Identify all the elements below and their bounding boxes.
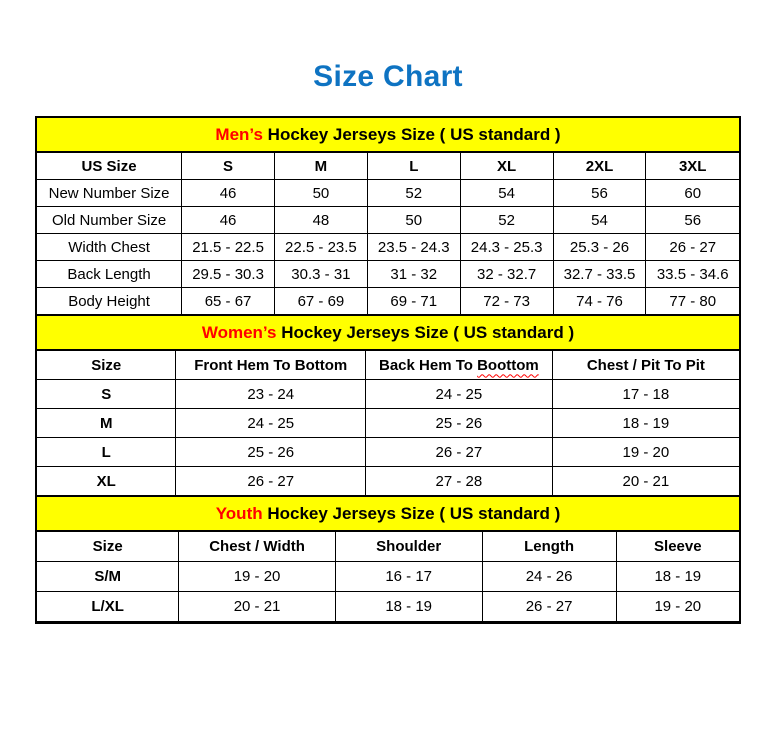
- womens-row-m: [37, 409, 739, 438]
- size-value-cell: 26 - 27: [176, 467, 366, 496]
- size-value-cell: 46: [182, 180, 275, 207]
- size-value-cell: 31 - 32: [367, 261, 460, 288]
- size-value-cell: 60: [646, 180, 739, 207]
- size-value-cell: 18 - 19: [552, 409, 739, 438]
- size-value-cell: 50: [274, 180, 367, 207]
- womens-section-accent: Women’s: [201, 322, 277, 342]
- size-value-cell: 23 - 24: [176, 380, 366, 409]
- row-label: Body Height: [37, 288, 182, 315]
- mens-row-old-number-size: [37, 207, 739, 234]
- womens-row-xl: [37, 467, 739, 496]
- size-value-cell: 18 - 19: [335, 592, 482, 622]
- size-value-cell: 65 - 67: [182, 288, 275, 315]
- mens-row-new-number-size: [37, 180, 739, 207]
- youth-section-band: [37, 496, 739, 531]
- column-header-misspelled-word: Boottom: [477, 356, 539, 374]
- row-label: Width Chest: [37, 234, 182, 261]
- column-header: Chest / Pit To Pit: [552, 350, 739, 380]
- size-value-cell: 27 - 28: [366, 467, 553, 496]
- mens-column-header-row: [37, 152, 739, 180]
- size-value-cell: 46: [182, 207, 275, 234]
- size-value-cell: 33.5 - 34.6: [646, 261, 739, 288]
- size-value-cell: 24.3 - 25.3: [460, 234, 553, 261]
- womens-section-band: [37, 315, 739, 350]
- youth-row-l-xl: [37, 592, 739, 622]
- size-value-cell: 26 - 27: [482, 592, 616, 622]
- womens-size-table: [37, 314, 739, 496]
- size-value-cell: 19 - 20: [616, 592, 739, 622]
- mens-row-width-chest: [37, 234, 739, 261]
- size-value-cell: 24 - 25: [366, 380, 553, 409]
- column-header: Sleeve: [616, 531, 739, 562]
- womens-section-header: [37, 315, 739, 350]
- size-value-cell: 18 - 19: [616, 562, 739, 592]
- size-value-cell: 21.5 - 22.5: [182, 234, 275, 261]
- size-value-cell: 25.3 - 26: [553, 234, 646, 261]
- size-value-cell: 17 - 18: [552, 380, 739, 409]
- column-header: US Size: [37, 152, 182, 180]
- youth-section-accent: Youth: [215, 503, 263, 523]
- size-value-cell: 20 - 21: [179, 592, 336, 622]
- mens-row-back-length: [37, 261, 739, 288]
- row-label: New Number Size: [37, 180, 182, 207]
- size-value-cell: 23.5 - 24.3: [367, 234, 460, 261]
- size-value-cell: 56: [646, 207, 739, 234]
- youth-column-header-row: [37, 531, 739, 562]
- womens-column-header-row: [37, 350, 739, 380]
- column-header: Size: [37, 531, 179, 562]
- column-header: L: [367, 152, 460, 180]
- size-value-cell: 24 - 26: [482, 562, 616, 592]
- youth-size-table: [37, 495, 739, 622]
- mens-section-title: Hockey Jerseys Size ( US standard ): [262, 124, 561, 144]
- size-value-cell: 77 - 80: [646, 288, 739, 315]
- size-value-cell: 67 - 69: [274, 288, 367, 315]
- size-value-cell: 72 - 73: [460, 288, 553, 315]
- size-value-cell: 16 - 17: [335, 562, 482, 592]
- size-value-cell: 26 - 27: [366, 438, 553, 467]
- youth-row-s-m: [37, 562, 739, 592]
- size-value-cell: 19 - 20: [179, 562, 336, 592]
- column-header: M: [274, 152, 367, 180]
- size-value-cell: 20 - 21: [552, 467, 739, 496]
- column-header: 2XL: [553, 152, 646, 180]
- column-header: Length: [482, 531, 616, 562]
- size-value-cell: 22.5 - 23.5: [274, 234, 367, 261]
- column-header: Front Hem To Bottom: [176, 350, 366, 380]
- column-header: XL: [460, 152, 553, 180]
- size-value-cell: 48: [274, 207, 367, 234]
- size-value-cell: 32 - 32.7: [460, 261, 553, 288]
- size-value-cell: 24 - 25: [176, 409, 366, 438]
- size-value-cell: 56: [553, 180, 646, 207]
- youth-section-title: Hockey Jerseys Size ( US standard ): [262, 503, 561, 523]
- size-value-cell: 52: [367, 180, 460, 207]
- mens-row-body-height: [37, 288, 739, 315]
- size-value-cell: 32.7 - 33.5: [553, 261, 646, 288]
- column-header: 3XL: [646, 152, 739, 180]
- row-label: L/XL: [37, 592, 179, 622]
- youth-section-header: [37, 496, 739, 531]
- womens-row-s: [37, 380, 739, 409]
- size-value-cell: 29.5 - 30.3: [182, 261, 275, 288]
- column-header-text: Back Hem To: [379, 356, 478, 374]
- row-label: Old Number Size: [37, 207, 182, 234]
- column-header: Size: [37, 350, 176, 380]
- row-label: L: [37, 438, 176, 467]
- row-label: XL: [37, 467, 176, 496]
- column-header: [366, 350, 553, 380]
- row-label: S: [37, 380, 176, 409]
- size-value-cell: 54: [460, 180, 553, 207]
- womens-section-title: Hockey Jerseys Size ( US standard ): [276, 322, 575, 342]
- column-header: S: [182, 152, 275, 180]
- size-value-cell: 74 - 76: [553, 288, 646, 315]
- mens-section-accent: Men’s: [215, 124, 263, 144]
- size-value-cell: 19 - 20: [552, 438, 739, 467]
- size-value-cell: 50: [367, 207, 460, 234]
- page-title: Size Chart: [313, 60, 463, 93]
- womens-row-l: [37, 438, 739, 467]
- row-label: Back Length: [37, 261, 182, 288]
- mens-section-header: [37, 118, 739, 152]
- size-chart-table-group: [35, 116, 741, 624]
- size-value-cell: 30.3 - 31: [274, 261, 367, 288]
- size-value-cell: 25 - 26: [176, 438, 366, 467]
- row-label: M: [37, 409, 176, 438]
- size-value-cell: 26 - 27: [646, 234, 739, 261]
- mens-size-table: [37, 118, 739, 315]
- row-label: S/M: [37, 562, 179, 592]
- column-header: Shoulder: [335, 531, 482, 562]
- size-value-cell: 25 - 26: [366, 409, 553, 438]
- size-value-cell: 52: [460, 207, 553, 234]
- size-value-cell: 54: [553, 207, 646, 234]
- column-header: Chest / Width: [179, 531, 336, 562]
- mens-section-band: [37, 118, 739, 152]
- size-value-cell: 69 - 71: [367, 288, 460, 315]
